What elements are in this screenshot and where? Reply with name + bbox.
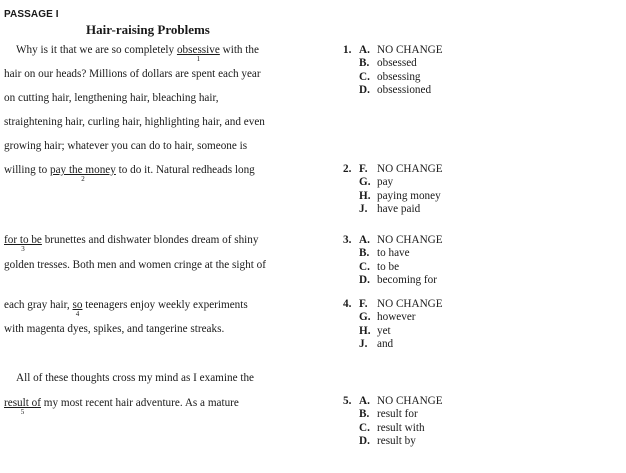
passage-line: on cutting hair, lengthening hair, bleaching hair, bbox=[4, 92, 219, 104]
passage-line: All of these thoughts cross my mind as I examine the bbox=[16, 372, 255, 384]
question-number: 5. bbox=[343, 395, 352, 407]
question-ref-number: 2 bbox=[81, 175, 85, 183]
passage-line: result of 5 my most recent hair adventure. As a mature bbox=[4, 397, 239, 416]
question-number: 1. bbox=[343, 44, 352, 56]
question-ref-number: 4 bbox=[75, 310, 80, 318]
passage-label: PASSAGE I bbox=[4, 9, 59, 20]
passage-line: straightening hair, curling hair, highlighting hair, and even bbox=[4, 116, 265, 128]
passage-line: for to be 3 brunettes and dishwater blondes dream of shiny bbox=[4, 234, 259, 253]
passage-line: with magenta dyes, spikes, and tangerine streaks. bbox=[4, 323, 225, 335]
question-ref-number: 3 bbox=[21, 245, 25, 253]
underlined-phrase-2[interactable]: pay the money 2 bbox=[50, 164, 116, 183]
underlined-phrase-4[interactable]: so 4 bbox=[72, 299, 83, 318]
passage-line: Why is it that we are so completely obsessive 1 with the bbox=[16, 44, 259, 63]
underlined-phrase-1[interactable]: obsessive 1 bbox=[176, 44, 220, 63]
passage-title: Hair-raising Problems bbox=[86, 22, 210, 37]
passage-line: each gray hair, so 4 teenagers enjoy weekly experiments bbox=[4, 299, 248, 318]
passage-line: willing to pay the money 2 to do it. Natural redheads long bbox=[4, 164, 255, 183]
underlined-phrase-5[interactable]: result of 5 bbox=[4, 397, 41, 416]
question-number: 2. bbox=[343, 163, 352, 175]
passage-line: growing hair; whatever you can do to hair, someone is bbox=[4, 140, 248, 152]
question-number: 4. bbox=[343, 298, 352, 310]
passage-line: hair on our heads? Millions of dollars are spent each year bbox=[4, 68, 261, 80]
question-ref-number: 1 bbox=[196, 55, 201, 63]
underlined-phrase-3[interactable]: for to be 3 bbox=[4, 234, 42, 253]
question-number: 3. bbox=[343, 234, 352, 246]
question-ref-number: 5 bbox=[20, 408, 25, 416]
passage-line: golden tresses. Both men and women cringe at the sight of bbox=[4, 259, 266, 271]
